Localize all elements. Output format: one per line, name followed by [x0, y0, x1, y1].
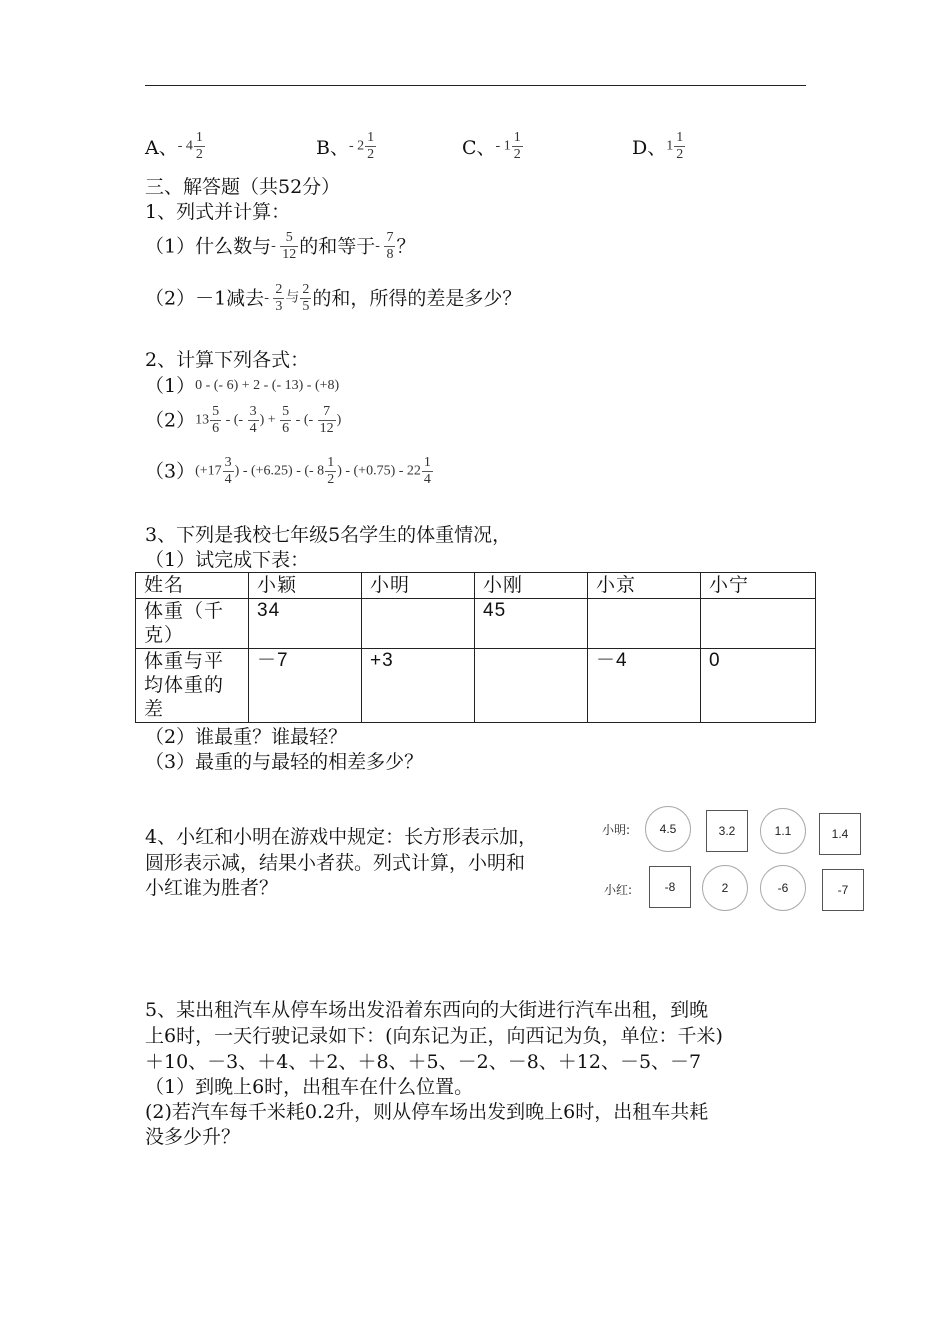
- choice-a-sign: -: [177, 138, 186, 154]
- table-cell: +3: [362, 649, 475, 723]
- q2-expr2-frac1-num: 5: [212, 404, 220, 419]
- q1-part1-f1-num: 5: [280, 230, 298, 247]
- q1-part2-fraction1: [273, 282, 284, 315]
- q5-line4: （1）到晚上6时，出租车在什么位置。: [145, 1076, 474, 1098]
- choice-a-fraction: [194, 130, 205, 163]
- q1-part1-f2-sign: -: [375, 238, 384, 254]
- q1-part2-f1-num: 2: [275, 282, 283, 297]
- q2-expr3-s2: ) - (+0.75) - 22: [337, 463, 421, 479]
- xiaohong-rect-1: -8: [649, 866, 691, 908]
- q2-expr2-s1: - (-: [222, 412, 247, 428]
- choice-b-sign: -: [348, 138, 358, 154]
- choice-c-whole: 1: [503, 138, 511, 154]
- q2-expr3-frac2-den: 2: [327, 472, 335, 487]
- choice-b: [316, 130, 377, 163]
- table-cell: [588, 599, 701, 649]
- choice-d-whole: 1: [666, 138, 674, 154]
- table-row: [136, 599, 816, 649]
- q5-line2: 上6时，一天行驶记录如下：(向东记为正，向西记为负，单位：千米): [145, 1025, 723, 1047]
- q2-expr2-frac2-num: 3: [249, 404, 257, 419]
- q2-expr2-frac4-den: 12: [319, 421, 334, 436]
- table-cell: 0: [701, 649, 816, 723]
- q3-sub1: （1）试完成下表：: [145, 549, 310, 571]
- q2-expr3-frac1: [223, 455, 234, 488]
- q3-sub3: （3）最重的与最轻的相差多少？: [145, 751, 424, 773]
- table-cell: [475, 649, 588, 723]
- q1-part2: [145, 282, 521, 315]
- q1-part2-f1-den: 3: [275, 299, 283, 314]
- q2-expr2-s2: ) +: [259, 412, 280, 428]
- q2-expr2-frac2-den: 4: [249, 421, 257, 436]
- table-cell: [362, 599, 475, 649]
- choice-d: [632, 130, 686, 163]
- xiaoming-rect-2: 1.4: [819, 813, 861, 855]
- q3-sub2: （2）谁最重？谁最轻？: [145, 726, 348, 748]
- choice-a-den: 2: [195, 147, 203, 162]
- q5-line6: 没多少升？: [145, 1126, 241, 1148]
- table-header-row: [136, 573, 816, 599]
- table-cell: [701, 599, 816, 649]
- choice-b-whole: 2: [357, 138, 365, 154]
- q2-expr1: [145, 373, 339, 398]
- q2-expr2-frac4-num: 7: [318, 404, 336, 421]
- table-cell: 34: [249, 599, 362, 649]
- table-cell: 小颖: [249, 573, 362, 599]
- xiaoming-circle-1: 4.5: [645, 806, 691, 852]
- choice-a: [145, 130, 206, 163]
- q2-expr3-s0: (+17: [195, 463, 222, 479]
- xiaohong-circle-2: -6: [760, 865, 806, 911]
- table-cell: 姓名: [136, 573, 249, 599]
- q2-expr3-frac3: [422, 455, 433, 488]
- choice-b-den: 2: [367, 147, 375, 162]
- q1-part2-f1-sign: -: [264, 290, 273, 306]
- choice-c-fraction: [512, 130, 523, 163]
- choice-a-label: A、: [145, 137, 178, 159]
- q2-expr2-frac3: [280, 404, 291, 437]
- choice-c-sign: -: [495, 138, 504, 154]
- q1-part1: [145, 230, 415, 263]
- choice-a-num: 1: [195, 130, 203, 145]
- q1-part1-text-c: ？: [396, 235, 416, 258]
- q2-expr3-frac3-num: 1: [423, 455, 431, 470]
- q2-expr2-s4: ): [336, 412, 342, 428]
- table-cell: 小明: [362, 573, 475, 599]
- xiaoming-circle-2: 1.1: [760, 808, 806, 854]
- table-cell: 小宁: [701, 573, 816, 599]
- xiaohong-circle-1: 2: [702, 865, 748, 911]
- q2-expr2-whole: 13: [195, 412, 210, 428]
- q1-title: 1、列式并计算：: [145, 201, 291, 223]
- q1-part2-fraction2: [300, 282, 311, 315]
- q2-expr2-s3: - (-: [292, 412, 317, 428]
- q1-part1-f2-num: 7: [386, 230, 394, 245]
- q2-expr2: [145, 404, 341, 437]
- choice-b-num: 1: [367, 130, 375, 145]
- q2-expr3-frac2-num: 1: [327, 455, 335, 470]
- choice-c-den: 2: [513, 147, 521, 162]
- q4-line2: 圆形表示减，结果小者获。列式计算，小明和: [145, 852, 526, 874]
- table-cell: 体重与平均体重的差: [136, 649, 249, 723]
- q2-expr3-frac3-den: 4: [423, 472, 431, 487]
- q2-expr1-label: （1）: [145, 375, 196, 397]
- q1-part2-text-b: 的和，所得的差是多少？: [312, 287, 522, 310]
- xiaohong-rect-2: -7: [822, 869, 864, 911]
- q1-part1-f2-den: 8: [386, 247, 394, 262]
- q1-part2-mid: 与: [285, 290, 300, 306]
- xiaoming-rect-1: 3.2: [706, 810, 748, 852]
- table-cell: －4: [588, 649, 701, 723]
- table-cell: 小京: [588, 573, 701, 599]
- q1-part1-f1-den: 12: [282, 247, 297, 262]
- q4-line1: 4、小红和小明在游戏中规定：长方形表示加，: [145, 826, 538, 848]
- weight-table: [135, 572, 816, 723]
- choice-d-label: D、: [632, 137, 667, 159]
- q5-line5: (2)若汽车每千米耗0.2升，则从停车场出发到晚上6时，出租车共耗: [145, 1101, 709, 1123]
- q3-title: 3、下列是我校七年级5名学生的体重情况，: [145, 524, 512, 546]
- q2-expr2-label: （2）: [145, 409, 196, 432]
- choice-d-den: 2: [676, 147, 684, 162]
- q2-expr3-frac1-den: 4: [224, 472, 232, 487]
- q2-title: 2、计算下列各式：: [145, 349, 310, 371]
- choice-b-label: B、: [316, 137, 349, 159]
- q2-expr2-frac3-den: 6: [282, 421, 290, 436]
- q2-expr2-frac1-den: 6: [212, 421, 220, 436]
- choice-a-whole: 4: [185, 138, 193, 154]
- q5-line1: 5、某出租汽车从停车场出发沿着东西向的大街进行汽车出租，到晚: [145, 999, 709, 1021]
- choice-c: [462, 130, 524, 163]
- q2-expr3: [145, 455, 434, 488]
- q1-part2-f2-den: 5: [302, 299, 310, 314]
- table-cell: 45: [475, 599, 588, 649]
- section3-heading: 三、解答题（共52分）: [145, 176, 341, 198]
- choice-c-num: 1: [513, 130, 521, 145]
- q4-line3: 小红谁为胜者？: [145, 877, 279, 899]
- q2-expr3-frac2: [325, 455, 336, 488]
- q2-expr3-frac1-num: 3: [224, 455, 232, 470]
- choice-d-num: 1: [676, 130, 684, 145]
- q2-expr2-frac1: [210, 404, 221, 437]
- table-cell: －7: [249, 649, 362, 723]
- q2-expr3-s1: ) - (+6.25) - (- 8: [234, 463, 325, 479]
- table-row: [136, 649, 816, 723]
- q1-part1-text-a: （1）什么数与: [145, 235, 272, 258]
- q1-part2-text-a: （2）－1减去: [145, 287, 265, 310]
- xiaoming-label: 小明:: [602, 823, 631, 837]
- table-cell: 小刚: [475, 573, 588, 599]
- table-cell: 体重（千克）: [136, 599, 249, 649]
- choice-b-fraction: [365, 130, 376, 163]
- q2-expr3-label: （3）: [145, 460, 196, 483]
- q2-expr2-frac2: [248, 404, 259, 437]
- q2-expr2-frac3-num: 5: [282, 404, 290, 419]
- q1-part1-f1-sign: -: [271, 238, 280, 254]
- q1-part1-text-b: 的和等于: [299, 235, 376, 258]
- choice-c-label: C、: [462, 137, 496, 159]
- q1-part2-f2-num: 2: [302, 282, 310, 297]
- q2-expr2-frac4: [318, 404, 336, 437]
- q1-part1-fraction1: [280, 230, 298, 263]
- q5-line3: ＋10、－3、＋4、＋2、＋8、＋5、－2、－8、＋12、－5、－7: [145, 1051, 702, 1073]
- choice-d-fraction: [674, 130, 685, 163]
- xiaohong-label: 小红:: [604, 883, 633, 897]
- q2-expr1-text: 0 - (- 6) + 2 - (- 13) - (+8): [195, 378, 340, 393]
- q1-part1-fraction2: [384, 230, 395, 263]
- top-rule: [145, 85, 806, 86]
